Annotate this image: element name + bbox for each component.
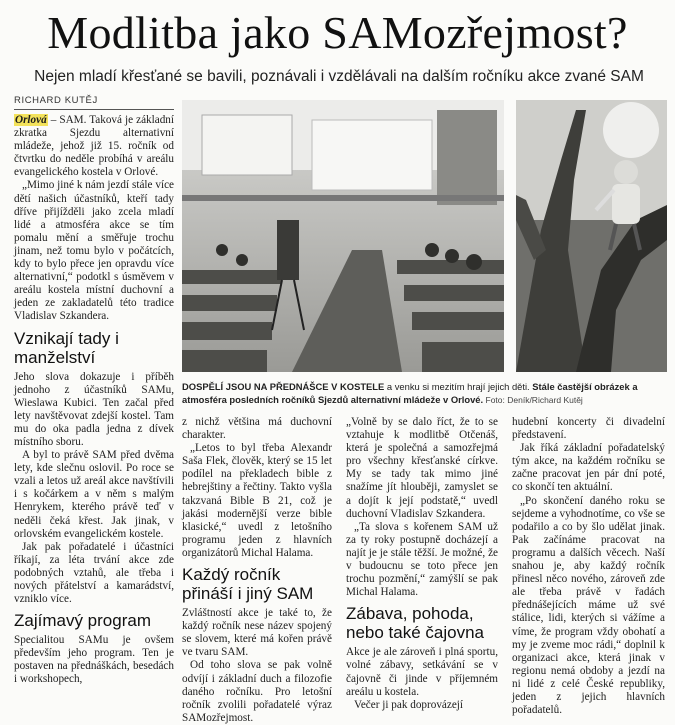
subheading-zabava: Zábava, pohoda, nebo také čajovna [346,604,484,643]
lead-paragraph [14,114,174,179]
subheading-program: Zajímavý program [14,611,151,631]
place-highlight: Orlová [15,114,47,126]
caption-bold-2: Stále častější obrázek a atmosféra posledních ročníků Sjezdů alternativní mládeže v Orlové. [182,381,638,405]
lead-text: – SAM. Taková je základní zkratka Sjezdu alternativní mládeže, jehož již 15. ročník od čtvrtku do neděle probíhá v areálu evangelického kostela v Orlové. [14,114,174,179]
subheading-kazdy-rocnik: Každý ročník přináší i jiný SAM [182,565,314,604]
paragraph: „Letos to byl třeba Alexandr Saša Flek, člověk, který se 15 let podílel na překladech bible z hebrejštiny a řečtiny. Takto vyšla takzvaná Bible B 21, což je jakási modernější verze bible klasické,“ uvedl z letošního programu jeden z hlavních organizátorů Michal Halama. [182,442,332,559]
paragraph: Specialitou SAMu je ovšem především jeho program. Ten je postaven na přednáškách, besedách i workshopech, [14,634,174,686]
paragraph: „Volně by se dalo říct, že to se vztahuje k modlitbě Otčenáš, která je společná a samozřejmá pro všechny křesťanské církve. My se tady tak mimo jiné snažíme jít hlouběji, zamyslet se a dojít k její podstatě,“ uvedl duchovní Vladislav Szkandera. [346,416,498,520]
column-3 [346,416,498,712]
church-interior-photo [182,100,504,372]
paragraph: Akce je ale zároveň i plná sportu, volné zábavy, setkávání se v čajovně či jinde v příjemném areálu u kostela. [346,646,498,698]
paragraph: hudební koncerty či divadelní představení. [512,416,665,442]
paragraph: „Po skončení daného roku se sejdeme a vyhodnotíme, co vše se podařilo a co by šlo udělat jinak. Pak začínáme pracovat na programu a dalších věcech. Naší snahou je, aby každý ročník přinesl něco nového, zároveň zde ale třeba právě v řadách přednášejících máme už své stálice, lidi, kterých si vážíme a víme, že program vždy obohatí a my je zveme moc rádi,“ doplnil k organizaci akce, která jinak v regionu nemá obdoby a jezdí na ni lidé z celé České republiky, jeden z jejich hlavních pořadatelů. [512,494,665,717]
caption-text: a venku si mezitím hrají jejich děti. [384,381,533,392]
paragraph: Večer ji pak doprovázejí [354,698,464,711]
column-2 [182,416,332,725]
byline: RICHARD KUTĚJ [14,95,98,106]
child-on-tree-photo [516,100,667,372]
column-4 [512,416,665,717]
paragraph: A byl to právě SAM před dvěma lety, kde slečnu oslovil. Po roce se vzali a letos už areál akce navštívili i s kočárkem a v něm s malým Henrykem, kterého právě teď v neděli čeká křest. Jak jinak, v orlovském evangelickém kostele. [14,449,174,540]
subheadline: Nejen mladí křesťané se bavili, poznávali i vzdělávali na dalším ročníku akce zvané SAM [34,68,644,85]
paragraph: Jak říká základní pořadatelský tým akce, na každém ročníku se začne pracovat jen pár dní poté, co skončí ten aktuální. [512,442,665,494]
headline: Modlitba jako SAMozřejmost? [47,7,628,58]
paragraph: Jeho slova dokazuje i příběh jednoho z účastníků SAMu, Wieslawa Kubici. Ten začal před lety navštěvovat zdejší kostel. Tam mu do oka padla jedna z dívek místního sboru. [14,370,174,448]
paragraph: Jak pak pořadatelé i účastníci říkají, za léta trvání akce zde podobných vztahů, ale třeba i nových přátelství a kamarádství, vzniklo více. [14,540,174,606]
subheading-vznikaji: Vznikají tady i manželství [14,328,119,367]
photo-caption [182,381,667,406]
caption-bold: DOSPĚLÍ JSOU NA PŘEDNÁŠCE V KOSTELE [182,381,385,392]
paragraph: „Mimo jiné k nám jezdí stále více dětí našich účastníků, kteří tady dříve přijížděli jako zcela mladí lidé a atmosféra akce se tím pomalu mění a směřuje trochu jinam, než tomu bylo v počátcích, kdy to bylo přece jen opravdu více alternativní,“ podotkl s úsměvem v areálu kostela místní duchovní a jeden ze zakladatelů této tradice Vladislav Szkandera. [14,179,174,323]
paragraph: Od toho slova se pak volně odvíjí i základní duch a filozofie daného ročníku. Pro letošní ročník zvolili pořadatelé výraz SAMozřejmost. [182,659,332,724]
tree-photo-drawing [516,100,667,372]
paragraph: Zvláštností akce je také to, že každý ročník nese název spojený se slovem, které má kořen právě ve tvaru SAM. [182,607,332,659]
paragraph: z nichž většina má duchovní charakter. [182,416,332,442]
church-photo-drawing [182,100,504,372]
byline-rule [14,109,174,110]
photo-credit: Foto: Deník/Richard Kutěj [483,394,583,405]
column-1 [14,114,174,687]
paragraph: „Ta slova s kořenem SAM už za ty roky postupně docházejí a najít je je stále těžší. Je možné, že v budoucnu se toto přece jen trochu pozmění,“ zamýšlí se pak Michal Halama. [346,520,498,599]
